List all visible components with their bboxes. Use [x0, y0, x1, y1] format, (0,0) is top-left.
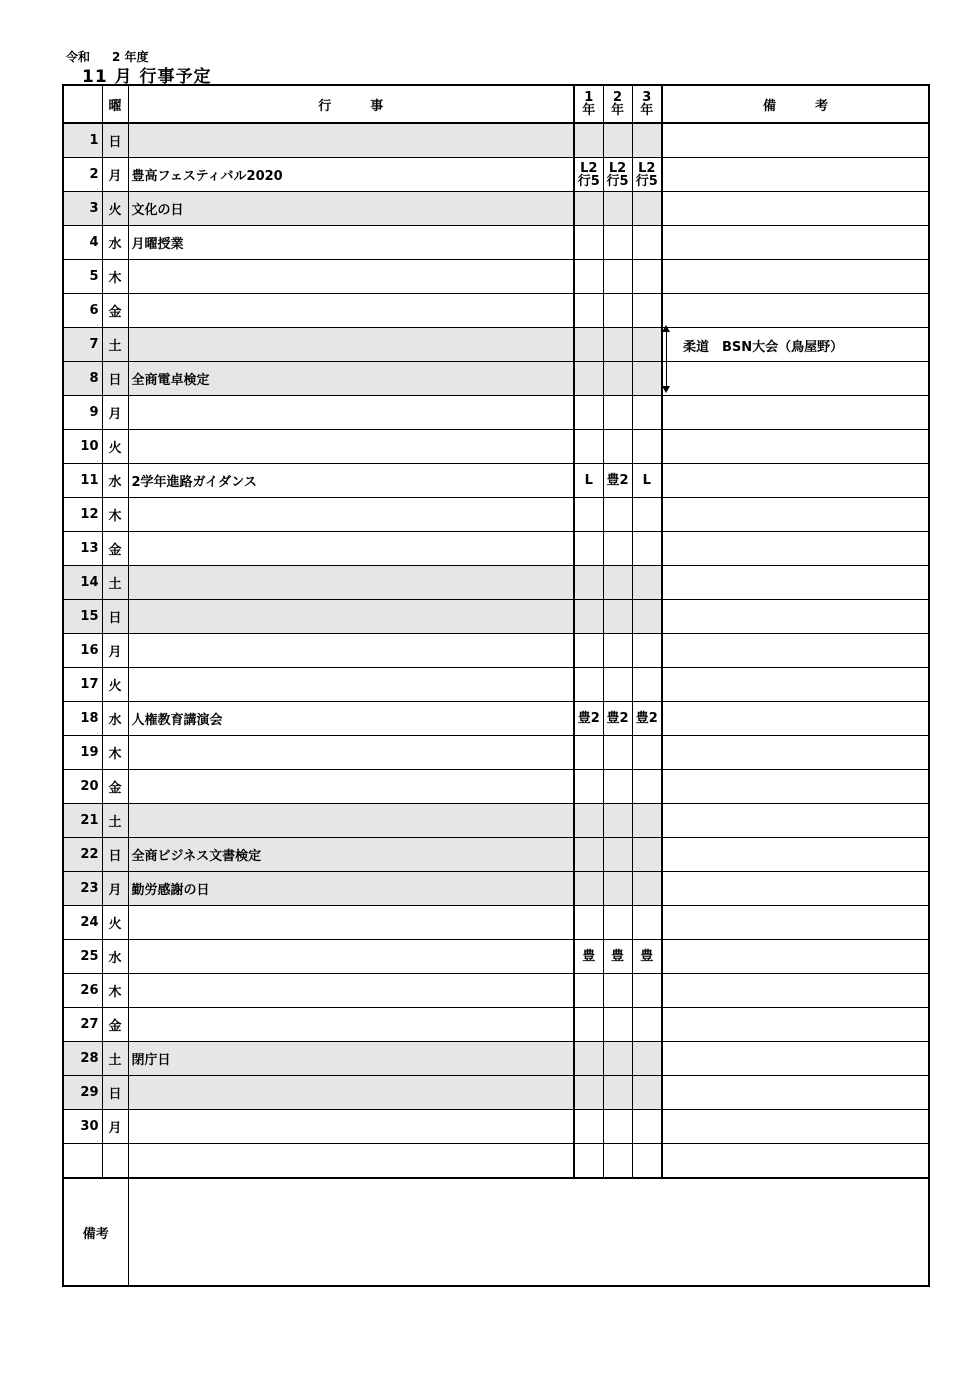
event-text: [128, 1008, 574, 1042]
day-row: [63, 566, 929, 600]
event-text: [128, 123, 574, 158]
day-row: [63, 464, 929, 498]
grade-2-note: 豊2: [603, 464, 632, 498]
remarks-cell: [662, 804, 929, 838]
day-row: [63, 430, 929, 464]
grade-1-note: [574, 600, 603, 634]
day-number: 2: [63, 158, 102, 192]
day-number: 10: [63, 430, 102, 464]
grade-1-note: [574, 226, 603, 260]
day-number: 1: [63, 123, 102, 158]
weekday: 金: [102, 294, 128, 328]
empty-cell: [102, 1144, 128, 1179]
day-number: 19: [63, 736, 102, 770]
grade-1-note: [574, 838, 603, 872]
day-number: 7: [63, 328, 102, 362]
remarks-cell: [662, 702, 929, 736]
grade-2-note: [603, 430, 632, 464]
grade-2-note: [603, 872, 632, 906]
grade-2-note: [603, 226, 632, 260]
grade-3-note: [632, 226, 662, 260]
remarks-cell: [662, 668, 929, 702]
grade-1-note: [574, 294, 603, 328]
remarks-cell: [662, 838, 929, 872]
weekday: 木: [102, 736, 128, 770]
grade-2-note: [603, 123, 632, 158]
grade-3-note: [632, 668, 662, 702]
grade-2-note: [603, 804, 632, 838]
grade-3-note: [632, 362, 662, 396]
event-text: [128, 600, 574, 634]
day-number: 25: [63, 940, 102, 974]
weekday: 土: [102, 328, 128, 362]
event-text: [128, 770, 574, 804]
grade-3-note: [632, 1008, 662, 1042]
grade-1-note: [574, 804, 603, 838]
day-row: [63, 158, 929, 192]
day-number: 27: [63, 1008, 102, 1042]
remarks-cell: [662, 192, 929, 226]
grade-2-note: [603, 362, 632, 396]
grade-2-note: [603, 294, 632, 328]
grade-2-note: [603, 532, 632, 566]
header-grade-3: 3 年: [632, 85, 662, 123]
weekday: 金: [102, 532, 128, 566]
remarks-cell: [662, 430, 929, 464]
event-text: [128, 634, 574, 668]
grade-3-note: [632, 260, 662, 294]
grade-1-note: [574, 872, 603, 906]
event-text: 閉庁日: [128, 1042, 574, 1076]
remarks-cell: [662, 158, 929, 192]
day-number: 5: [63, 260, 102, 294]
grade-1-note: [574, 192, 603, 226]
grade-2-note: [603, 838, 632, 872]
event-text: 人権教育講演会: [128, 702, 574, 736]
weekday: 水: [102, 702, 128, 736]
grade-2-note: [603, 566, 632, 600]
grade-1-note: [574, 974, 603, 1008]
day-number: 9: [63, 396, 102, 430]
event-text: [128, 566, 574, 600]
day-number: 12: [63, 498, 102, 532]
grade-1-note: [574, 123, 603, 158]
empty-cell: [662, 1144, 929, 1179]
grade-1-note: [574, 906, 603, 940]
grade-3-note: 豊: [632, 940, 662, 974]
weekday: 日: [102, 838, 128, 872]
day-row: [63, 123, 929, 158]
grade-1-note: [574, 634, 603, 668]
remarks-cell: [662, 634, 929, 668]
day-row: [63, 192, 929, 226]
day-row: [63, 1076, 929, 1110]
grade-2-note: [603, 1110, 632, 1144]
grade-1-note: [574, 1042, 603, 1076]
weekday: 火: [102, 668, 128, 702]
day-number: 29: [63, 1076, 102, 1110]
day-row: [63, 1110, 929, 1144]
day-number: 16: [63, 634, 102, 668]
weekday: 月: [102, 396, 128, 430]
day-number: 24: [63, 906, 102, 940]
grade-2-note: L2 行5: [603, 158, 632, 192]
day-number: 22: [63, 838, 102, 872]
weekday: 土: [102, 1042, 128, 1076]
grade-2-note: [603, 600, 632, 634]
weekday: 日: [102, 123, 128, 158]
remarks-cell: [662, 1076, 929, 1110]
day-row: [63, 838, 929, 872]
weekday: 火: [102, 430, 128, 464]
grade-1-note: [574, 396, 603, 430]
remark-span-arrow: [666, 327, 668, 391]
grade-3-note: [632, 532, 662, 566]
weekday: 月: [102, 872, 128, 906]
event-text: [128, 328, 574, 362]
event-text: [128, 736, 574, 770]
weekday: 日: [102, 362, 128, 396]
grade-2-note: [603, 328, 632, 362]
grade-3-note: [632, 872, 662, 906]
grade-2-note: [603, 974, 632, 1008]
remarks-cell: [662, 1110, 929, 1144]
remarks-cell: [662, 1042, 929, 1076]
weekday: 月: [102, 634, 128, 668]
remarks-cell: [662, 974, 929, 1008]
remarks-cell: [662, 600, 929, 634]
weekday: 日: [102, 600, 128, 634]
event-text: [128, 668, 574, 702]
event-text: 勤労感謝の日: [128, 872, 574, 906]
day-row: [63, 1008, 929, 1042]
grade-2-note: [603, 192, 632, 226]
grade-3-note: [632, 566, 662, 600]
weekday: 金: [102, 770, 128, 804]
grade-2-note: [603, 1008, 632, 1042]
event-text: 2学年進路ガイダンス: [128, 464, 574, 498]
day-number: 26: [63, 974, 102, 1008]
grade-2-note: 豊2: [603, 702, 632, 736]
grade-3-note: [632, 804, 662, 838]
event-text: [128, 1110, 574, 1144]
event-text: [128, 396, 574, 430]
notes-row: [63, 1178, 929, 1286]
day-number: 6: [63, 294, 102, 328]
grade-3-note: [632, 770, 662, 804]
day-number: 21: [63, 804, 102, 838]
header-remarks: [662, 85, 929, 123]
day-row: [63, 396, 929, 430]
event-text: [128, 804, 574, 838]
header-events: [128, 85, 574, 123]
grade-2-note: [603, 736, 632, 770]
empty-row: [63, 1144, 929, 1179]
empty-cell: [632, 1144, 662, 1179]
grade-2-note: 豊: [603, 940, 632, 974]
event-text: [128, 974, 574, 1008]
day-row: [63, 294, 929, 328]
weekday: 木: [102, 498, 128, 532]
event-text: [128, 906, 574, 940]
event-text: [128, 498, 574, 532]
weekday: 日: [102, 1076, 128, 1110]
remarks-cell: [662, 566, 929, 600]
era-name: 令和: [66, 50, 91, 64]
remarks-cell: [662, 532, 929, 566]
weekday: 月: [102, 158, 128, 192]
grade-3-note: [632, 600, 662, 634]
remark-span-text: 柔道 BSN大会（鳥屋野）: [683, 340, 844, 355]
event-text: 文化の日: [128, 192, 574, 226]
grade-3-note: [632, 192, 662, 226]
day-row: [63, 736, 929, 770]
header-row: [63, 85, 929, 123]
grade-1-note: [574, 430, 603, 464]
header-weekday: 曜: [102, 85, 128, 123]
weekday: 水: [102, 940, 128, 974]
event-text: [128, 1076, 574, 1110]
remarks-cell: [662, 294, 929, 328]
day-row: [63, 260, 929, 294]
grade-2-note: [603, 770, 632, 804]
remarks-cell: [662, 1008, 929, 1042]
grade-2-note: [603, 906, 632, 940]
grade-3-note: [632, 906, 662, 940]
day-row: [63, 668, 929, 702]
grade-3-note: [632, 634, 662, 668]
remarks-cell: [662, 123, 929, 158]
event-text: [128, 532, 574, 566]
day-row: [63, 600, 929, 634]
day-number: 13: [63, 532, 102, 566]
grade-1-note: 豊2: [574, 702, 603, 736]
grade-3-note: [632, 328, 662, 362]
weekday: 火: [102, 192, 128, 226]
day-number: 15: [63, 600, 102, 634]
weekday: 金: [102, 1008, 128, 1042]
grade-1-note: [574, 362, 603, 396]
event-text: 全商電卓検定: [128, 362, 574, 396]
remarks-cell: [662, 940, 929, 974]
day-row: [63, 226, 929, 260]
weekday: 木: [102, 260, 128, 294]
grade-1-note: [574, 770, 603, 804]
grade-3-note: [632, 396, 662, 430]
grade-1-note: [574, 1076, 603, 1110]
header-remarks-label: 備 考: [762, 98, 828, 114]
grade-2-note: [603, 668, 632, 702]
grade-3-note: 豊2: [632, 702, 662, 736]
remarks-cell: [662, 872, 929, 906]
day-row: [63, 906, 929, 940]
remarks-cell: [662, 260, 929, 294]
day-row: [63, 804, 929, 838]
grade-1-note: 豊: [574, 940, 603, 974]
grade-1-note: [574, 1110, 603, 1144]
day-row: [63, 362, 929, 396]
day-number: 14: [63, 566, 102, 600]
day-number: 28: [63, 1042, 102, 1076]
grade-2-note: [603, 498, 632, 532]
day-row: [63, 940, 929, 974]
day-number: 3: [63, 192, 102, 226]
grade-1-note: L: [574, 464, 603, 498]
header-day-cell: [63, 85, 102, 123]
page-title: 11 月 行事予定: [82, 67, 212, 87]
grade-3-note: [632, 123, 662, 158]
event-text: [128, 940, 574, 974]
day-row: [63, 770, 929, 804]
weekday: 月: [102, 1110, 128, 1144]
remarks-cell: [662, 906, 929, 940]
grade-3-note: L2 行5: [632, 158, 662, 192]
grade-1-note: [574, 532, 603, 566]
header-events-label: 行 事: [318, 98, 384, 114]
grade-3-note: [632, 294, 662, 328]
fiscal-year: 2 年度: [112, 50, 149, 64]
day-row: [63, 498, 929, 532]
day-number: 8: [63, 362, 102, 396]
grade-3-note: [632, 838, 662, 872]
grade-1-note: [574, 736, 603, 770]
grade-1-note: [574, 498, 603, 532]
remarks-cell: [662, 498, 929, 532]
event-text: 豊高フェスティバル2020: [128, 158, 574, 192]
event-text: 月曜授業: [128, 226, 574, 260]
day-number: 23: [63, 872, 102, 906]
event-text: [128, 260, 574, 294]
remarks-cell: [662, 226, 929, 260]
remarks-cell: [662, 362, 929, 396]
schedule-table: [62, 84, 930, 1287]
weekday: 木: [102, 974, 128, 1008]
grade-3-note: [632, 498, 662, 532]
grade-1-note: [574, 328, 603, 362]
grade-1-note: [574, 260, 603, 294]
day-row: [63, 532, 929, 566]
grade-3-note: [632, 1042, 662, 1076]
grade-1-note: [574, 1008, 603, 1042]
weekday: 水: [102, 464, 128, 498]
empty-cell: [128, 1144, 574, 1179]
day-row: [63, 702, 929, 736]
grade-2-note: [603, 260, 632, 294]
grade-3-note: [632, 1076, 662, 1110]
header-grade-2: 2 年: [603, 85, 632, 123]
day-number: 20: [63, 770, 102, 804]
remarks-cell: [662, 464, 929, 498]
weekday: 水: [102, 226, 128, 260]
grade-1-note: L2 行5: [574, 158, 603, 192]
empty-cell: [63, 1144, 102, 1179]
remarks-cell: [662, 736, 929, 770]
event-text: 全商ビジネス文書検定: [128, 838, 574, 872]
grade-2-note: [603, 634, 632, 668]
day-number: 30: [63, 1110, 102, 1144]
grade-3-note: [632, 1110, 662, 1144]
header-grade-1: 1 年: [574, 85, 603, 123]
grade-3-note: [632, 430, 662, 464]
empty-cell: [603, 1144, 632, 1179]
day-number: 4: [63, 226, 102, 260]
event-text: [128, 294, 574, 328]
grade-3-note: [632, 974, 662, 1008]
grade-3-note: L: [632, 464, 662, 498]
day-row: [63, 1042, 929, 1076]
day-row: [63, 872, 929, 906]
day-number: 11: [63, 464, 102, 498]
remarks-cell: [662, 396, 929, 430]
day-number: 17: [63, 668, 102, 702]
grade-1-note: [574, 668, 603, 702]
weekday: 土: [102, 804, 128, 838]
remarks-cell: [662, 770, 929, 804]
day-row: [63, 974, 929, 1008]
grade-2-note: [603, 396, 632, 430]
weekday: 土: [102, 566, 128, 600]
grade-2-note: [603, 1042, 632, 1076]
day-number: 18: [63, 702, 102, 736]
weekday: 火: [102, 906, 128, 940]
grade-1-note: [574, 566, 603, 600]
notes-text: [128, 1178, 929, 1286]
grade-3-note: [632, 736, 662, 770]
event-text: [128, 430, 574, 464]
empty-cell: [574, 1144, 603, 1179]
notes-label: 備考: [63, 1178, 128, 1286]
grade-2-note: [603, 1076, 632, 1110]
day-row: [63, 634, 929, 668]
